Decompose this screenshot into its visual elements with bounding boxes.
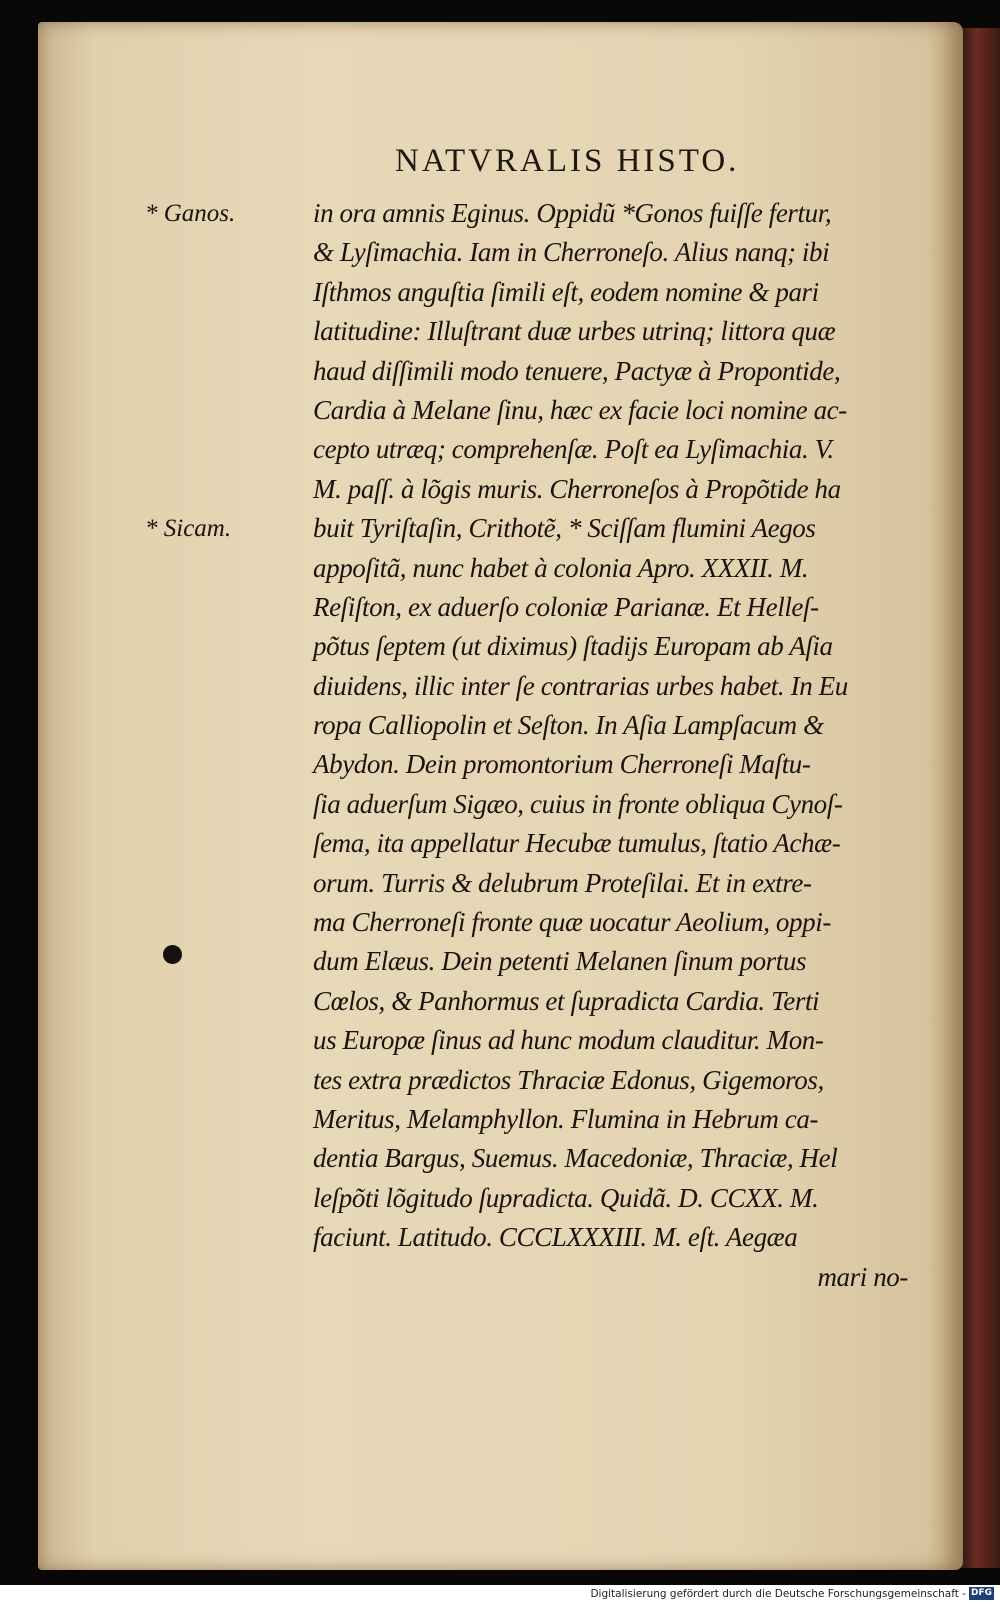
text-line: orum. Turris & delubrum Proteſilai. Et in extre- (313, 867, 812, 898)
footer-credit: Digitalisierung gefördert durch die Deutsche Forschungsgemeinschaft - (590, 1587, 966, 1600)
text-line: Abydon. Dein promontorium Cherroneſi Maſtu- (313, 749, 811, 780)
dfg-logo-icon: DFG (970, 1588, 992, 1598)
text-line: buit Tyriſtaſin, Crithotẽ, * Sciſſam flumini Aegos (313, 513, 816, 544)
text-line: dum Elæus. Dein petenti Melanen ſinum portus (313, 946, 807, 977)
text-line: Iſthmos anguſtia ſimili eſt, eodem nomine & pari (313, 276, 819, 307)
running-head: NATVRALIS HISTO. (395, 143, 740, 179)
catchword: mari no- (817, 1261, 908, 1292)
text-line: M. paſſ. à lõgis muris. Cherroneſos à Propõtide ha (313, 473, 841, 504)
margin-note-ganos: * Ganos. (145, 199, 236, 227)
text-line: ſema, ita appellatur Hecubæ tumulus, ſtatio Achæ- (313, 828, 841, 859)
text-line: Cardia à Melane ſinu, hæc ex facie loci nomine ac- (313, 394, 847, 425)
margin-bullet-icon (163, 945, 182, 964)
text-line: Meritus, Melamphyllon. Flumina in Hebrum ca- (313, 1103, 819, 1134)
text-line: in ora amnis Eginus. Oppidũ *Gonos fuiſſe fertur, (313, 198, 832, 228)
main-text-block (313, 194, 918, 1297)
text-line: faciunt. Latitudo. CCCLXXXIII. M. eſt. Aegæa (313, 1222, 798, 1253)
text-line: ropa Calliopolin et Seſton. In Aſia Lampſacum & (313, 710, 824, 741)
text-line: leſpõti lõgitudo ſupradicta. Quidã. D. CCXX. M. (313, 1182, 819, 1213)
text-line: ma Cherroneſi fronte quæ uocatur Aeolium, oppi- (313, 907, 831, 938)
text-line: cepto utræq; comprehenſæ. Poſt ea Lyſimachia. V. (313, 434, 834, 465)
text-line: tes extra prædictos Thraciæ Edonus, Gigemoros, (313, 1064, 824, 1095)
text-line: haud diſſimili modo tenuere, Pactyæ à Propontide, (313, 355, 841, 386)
text-line: diuidens, illic inter ſe contrarias urbes habet. In Eu (313, 670, 848, 701)
text-line: appoſitã, nunc habet à colonia Apro. XXXII. M. (313, 552, 809, 583)
text-line: põtus ſeptem (ut diximus) ſtadijs Europam ab Aſia (313, 631, 833, 662)
text-line: Reſiſton, ex aduerſo coloniæ Parianæ. Et Helleſ- (313, 591, 819, 622)
text-line: Cœlos, & Panhormus et ſupradicta Cardia. Terti (313, 985, 820, 1016)
book-edge (960, 28, 1000, 1568)
text-line: ſia aduerſum Sigæo, cuius in fronte obliqua Cynoſ- (313, 788, 843, 819)
text-line: latitudine: Illuſtrant duæ urbes utrinq; littora quæ (313, 316, 836, 347)
text-line: & Lyſimachia. Iam in Cherroneſo. Alius nanq; ibi (313, 237, 830, 268)
text-line: dentia Bargus, Suemus. Macedoniæ, Thraciæ, Hel (313, 1143, 838, 1174)
margin-note-sicam: * Sicam. (145, 514, 232, 542)
text-line: us Europæ ſinus ad hunc modum clauditur. Mon- (313, 1025, 824, 1056)
digitization-footer (590, 1587, 994, 1600)
